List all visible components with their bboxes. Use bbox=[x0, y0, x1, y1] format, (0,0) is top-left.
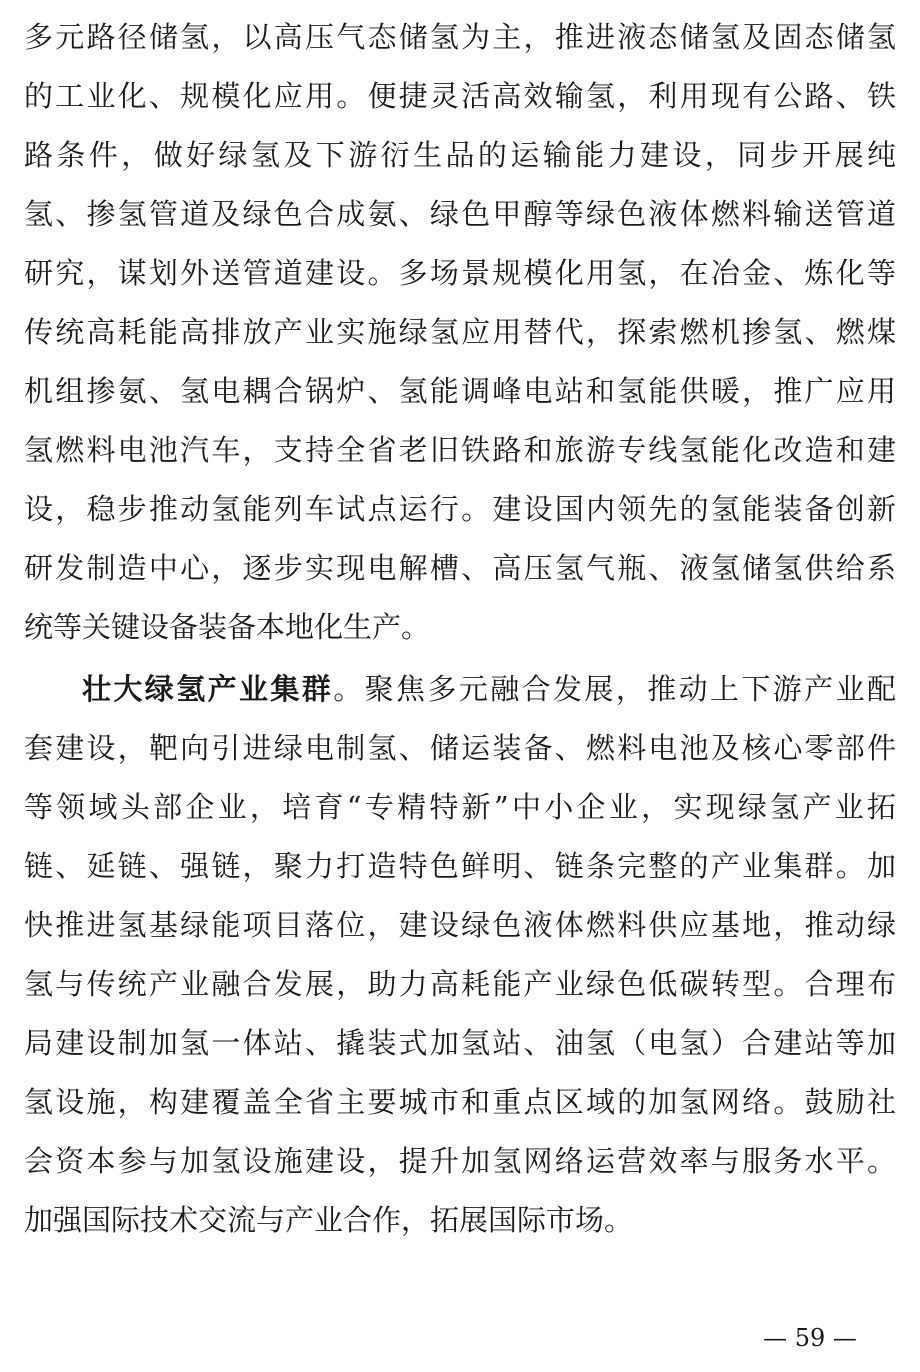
section-line: 链、延链、强链，聚力打造特色鲜明、链条完整的产业集群。加 bbox=[24, 849, 896, 883]
section-line: 快推进氢基绿能项目落位，建设绿色液体燃料供应基地，推动绿 bbox=[24, 908, 896, 942]
body-line: 机组掺氨、氢电耦合锅炉、氢能调峰电站和氢能供暖，推广应用 bbox=[24, 374, 896, 408]
section-line: 氢与传统产业融合发展，助力高耗能产业绿色低碳转型。合理布 bbox=[24, 967, 896, 1001]
body-line: 统等关键设备装备本地化生产。 bbox=[24, 610, 431, 644]
body-line: 设，稳步推动氢能列车试点运行。建设国内领先的氢能装备创新 bbox=[24, 492, 896, 526]
section-line: 套建设，靶向引进绿电制氢、储运装备、燃料电池及核心零部件 bbox=[24, 731, 896, 765]
section-line: 会资本参与加氢设施建设，提升加氢网络运营效率与服务水平。 bbox=[24, 1144, 896, 1178]
page-number: — 59 — bbox=[763, 1324, 857, 1352]
section-line: 氢设施，构建覆盖全省主要城市和重点区域的加氢网络。鼓励社 bbox=[24, 1085, 896, 1119]
section-heading: 壮大绿氢产业集群 bbox=[82, 672, 334, 706]
section-line: 加强国际技术交流与产业合作，拓展国际市场。 bbox=[24, 1203, 634, 1237]
section-line: 局建设制加氢一体站、撬装式加氢站、油氢（电氢）合建站等加 bbox=[24, 1026, 896, 1060]
section-line: 等领域头部企业，培育“专精特新”中小企业，实现绿氢产业拓 bbox=[24, 790, 896, 824]
section-first-line-text: 。聚焦多元融合发展，推动上下游产业配 bbox=[333, 672, 896, 706]
body-line: 的工业化、规模化应用。便捷灵活高效输氢，利用现有公路、铁 bbox=[24, 79, 896, 113]
body-line: 研发制造中心，逐步实现电解槽、高压氢气瓶、液氢储氢供给系 bbox=[24, 551, 896, 585]
body-line: 多元路径储氢，以高压气态储氢为主，推进液态储氢及固态储氢 bbox=[24, 20, 896, 54]
body-line: 氢、掺氢管道及绿色合成氨、绿色甲醇等绿色液体燃料输送管道 bbox=[24, 197, 896, 231]
body-line: 氢燃料电池汽车，支持全省老旧铁路和旅游专线氢能化改造和建 bbox=[24, 433, 896, 467]
section-first-line bbox=[82, 669, 896, 709]
body-line: 传统高耗能高排放产业实施绿氢应用替代，探索燃机掺氢、燃煤 bbox=[24, 315, 896, 349]
body-line: 研究，谋划外送管道建设。多场景规模化用氢，在冶金、炼化等 bbox=[24, 256, 896, 290]
body-line: 路条件，做好绿氢及下游衍生品的运输能力建设，同步开展纯 bbox=[24, 138, 896, 172]
